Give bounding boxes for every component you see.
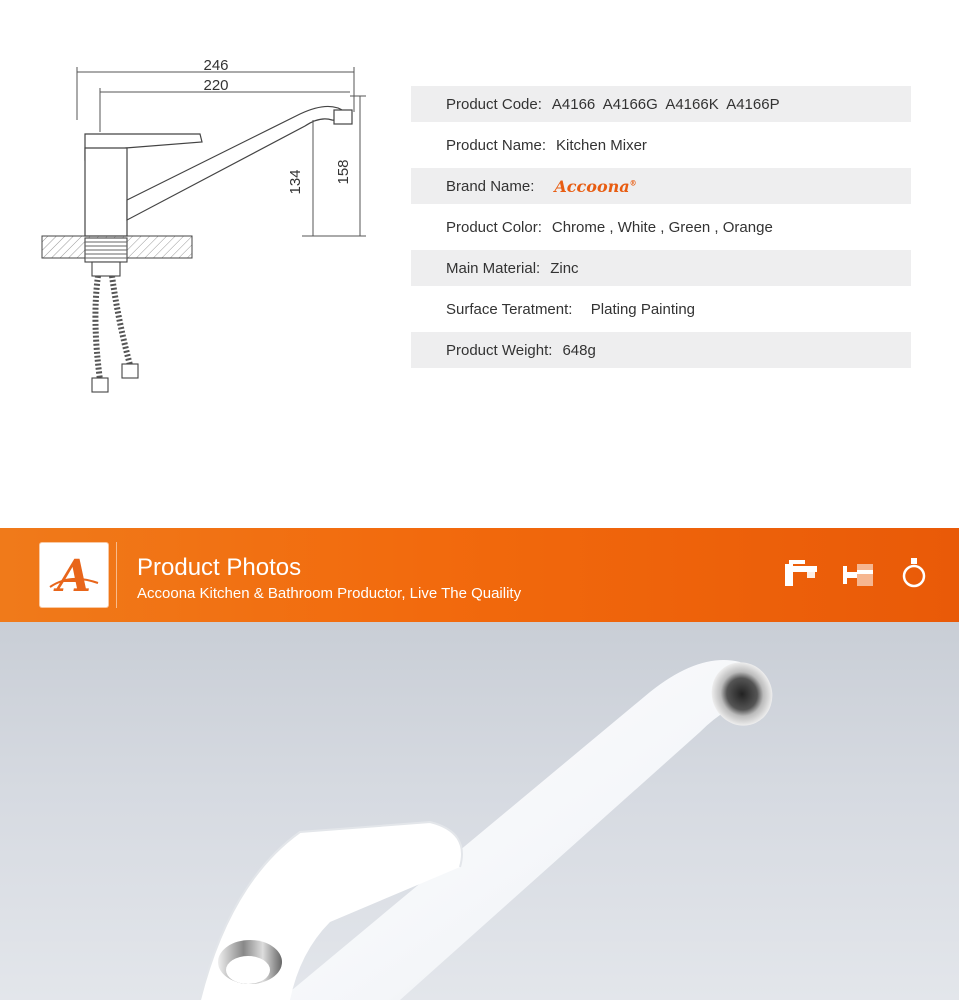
- product-photo: [0, 622, 959, 1000]
- spec-table: [411, 86, 911, 373]
- spec-value: Zinc: [550, 259, 579, 277]
- spec-value: 648g: [562, 341, 596, 359]
- product-photos-banner: [0, 528, 959, 622]
- spec-value: A4166 A4166G A4166K A4166P: [551, 95, 780, 113]
- spec-label: Product Weight:: [446, 341, 553, 359]
- spec-row-main-material: [411, 250, 911, 286]
- dim-220-label: 220: [203, 77, 229, 94]
- spec-row-product-code: [411, 86, 911, 122]
- banner-title: Product Photos: [137, 554, 302, 581]
- spec-label: Brand Name:: [446, 177, 535, 195]
- spec-label: Surface Teratment:: [446, 300, 573, 318]
- spec-row-product-weight: [411, 332, 911, 368]
- technical-drawing: [30, 50, 390, 410]
- spec-value: Kitchen Mixer: [556, 136, 647, 154]
- dim-134-label: 134: [287, 169, 304, 195]
- spec-row-product-name: [411, 127, 911, 163]
- spec-row-product-color: [411, 209, 911, 245]
- dim-246-label: 246: [203, 57, 229, 74]
- banner-subtitle: Accoona Kitchen & Bathroom Productor, Live The Quaility: [137, 585, 522, 602]
- spec-value: Plating Painting: [582, 300, 696, 318]
- svg-text:A: A: [56, 551, 92, 602]
- dim-158-label: 158: [335, 159, 352, 185]
- banner-divider: [116, 542, 117, 608]
- brand-logo: Accoona®: [554, 176, 637, 196]
- spec-label: Main Material:: [446, 259, 541, 277]
- spec-value: Chrome , White , Green , Orange: [551, 218, 773, 236]
- accoona-logo-icon: [40, 543, 108, 607]
- spec-row-brand-name: [411, 168, 911, 204]
- spec-label: Product Color:: [446, 218, 542, 236]
- shower-icon: [841, 558, 877, 588]
- towel-ring-icon: [899, 558, 929, 588]
- spec-label: Product Code:: [446, 95, 542, 113]
- banner-icons: [783, 558, 929, 588]
- faucet-icon: [783, 558, 819, 588]
- spec-label: Product Name:: [446, 136, 547, 154]
- spec-row-surface-treatment: [411, 291, 911, 327]
